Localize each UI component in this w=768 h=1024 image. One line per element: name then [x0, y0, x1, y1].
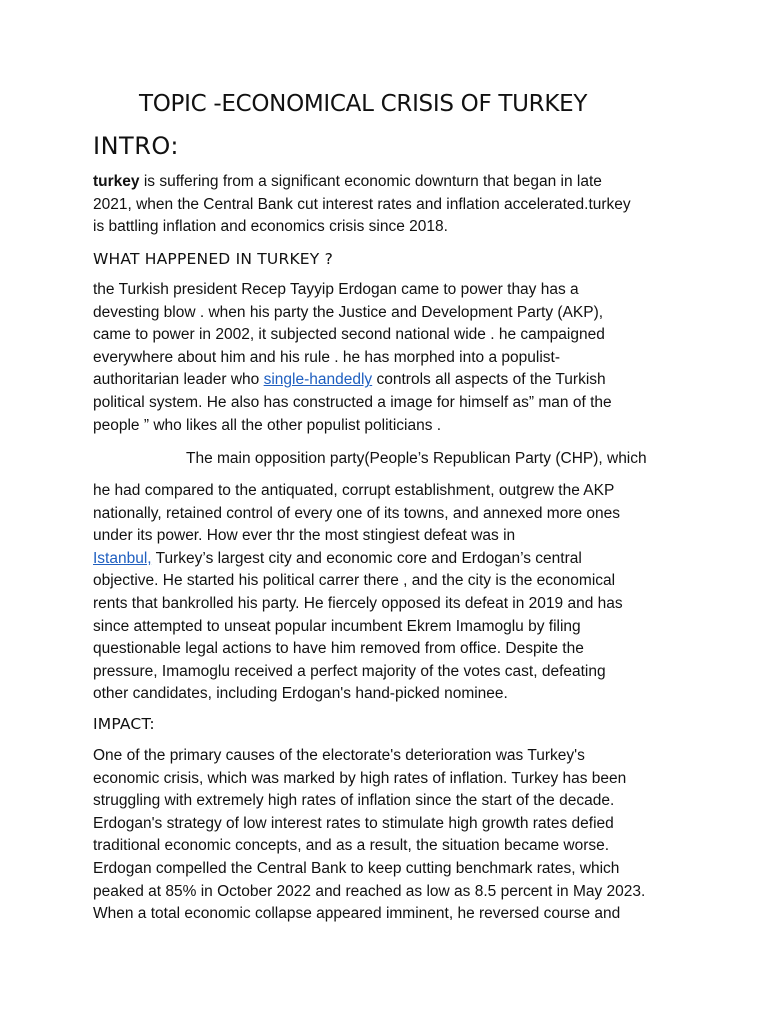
paragraph-line: struggling with extremely high rates of inflation since the start of the decade. — [93, 792, 615, 810]
paragraph-line: everywhere about him and his rule . he has morphed into a populist- — [93, 348, 560, 366]
intro-line: 2021, when the Central Bank cut interest rates and inflation accelerated.turkey — [93, 195, 631, 213]
paragraph-line: nationally, retained control of every one of its towns, and annexed more ones — [93, 504, 621, 522]
paragraph-line: since attempted to unseat popular incumbent Ekrem Imamoglu by filing — [93, 617, 581, 635]
paragraph-line: traditional economic concepts, and as a result, the situation became worse. — [93, 837, 610, 855]
paragraph-line: rents that bankrolled his party. He fiercely opposed its defeat in 2019 and has — [93, 594, 623, 612]
intro-line: turkey is suffering from a significant economic downturn that began in late — [93, 173, 602, 190]
bold-word: turkey — [93, 173, 140, 190]
paragraph-line: people ” who likes all the other populist politicians . — [93, 416, 442, 434]
opposition-first-line — [186, 448, 686, 471]
paragraph-line: When a total economic collapse appeared imminent, he reversed course and — [93, 905, 621, 923]
paragraph-line: questionable legal actions to have him removed from office. Despite the — [93, 640, 584, 658]
paragraph-line: he had compared to the antiquated, corrupt establishment, outgrew the AKP — [93, 482, 615, 499]
paragraph-line: devesting blow . when his party the Justice and Development Party (AKP), — [93, 303, 604, 321]
document-title: TOPIC -ECONOMICAL CRISIS OF TURKEY — [139, 91, 588, 117]
paragraph-line: came to power in 2002, it subjected second national wide . he campaigned — [93, 326, 605, 344]
intro-heading: INTRO: — [93, 132, 179, 160]
paragraph-line: objective. He started his political carrer there , and the city is the economical — [93, 572, 616, 590]
paragraph-line: political system. He also has constructed a image for himself as” man of the — [93, 393, 612, 411]
intro-paragraph — [93, 171, 683, 239]
paragraph-line: economic crisis, which was marked by high rates of inflation. Turkey has been — [93, 769, 627, 787]
impact-paragraph — [93, 745, 683, 926]
paragraph-line: pressure, Imamoglu received a perfect majority of the votes cast, defeating — [93, 662, 606, 680]
intro-line: is battling inflation and economics crisis since 2018. — [93, 218, 448, 236]
paragraph-line: Istanbul, Turkey’s largest city and economic core and Erdogan’s central — [93, 549, 582, 567]
paragraph-line: the Turkish president Recep Tayyip Erdogan came to power thay has a — [93, 281, 579, 298]
paragraph-line: under its power. How ever thr the most stingiest defeat was in — [93, 527, 516, 545]
paragraph-line: authoritarian leader who single-handedly controls all aspects of the Turkish — [93, 371, 606, 389]
paragraph-line: Erdogan's strategy of low interest rates to stimulate high growth rates defied — [93, 814, 614, 832]
istanbul-link[interactable]: Istanbul, — [93, 549, 152, 567]
paragraph-line: other candidates, including Erdogan's hand-picked nominee. — [93, 685, 508, 703]
impact-heading: IMPACT: — [93, 715, 155, 733]
paragraph-line: peaked at 85% in October 2022 and reached as low as 8.5 percent in May 2023. — [93, 882, 646, 900]
single-handedly-link[interactable]: single-handedly — [263, 371, 373, 389]
what-happened-heading: WHAT HAPPENED IN TURKEY ? — [93, 250, 334, 268]
opposition-paragraph — [93, 480, 683, 706]
paragraph-line: Erdogan compelled the Central Bank to keep cutting benchmark rates, which — [93, 859, 620, 877]
paragraph-line: One of the primary causes of the electorate's deterioration was Turkey's — [93, 747, 585, 764]
paragraph-line: The main opposition party(People’s Republican Party (CHP), which — [186, 450, 647, 467]
what-happened-paragraph — [93, 279, 683, 437]
